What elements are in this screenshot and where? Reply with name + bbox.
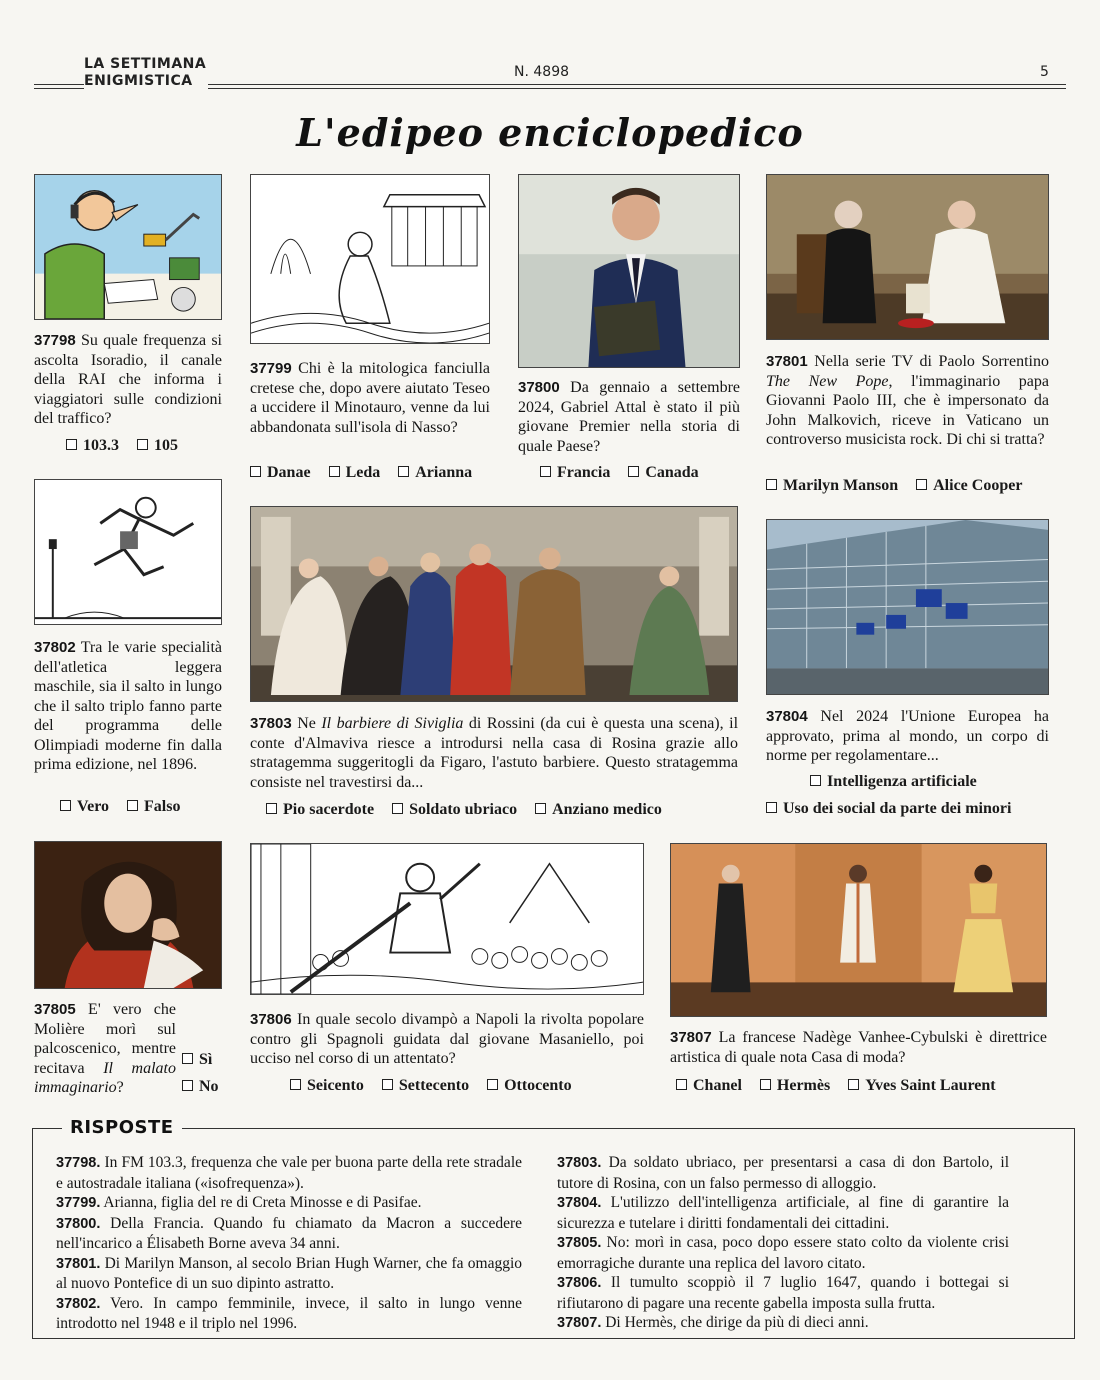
option-soldato-ubriaco[interactable]: Soldato ubriaco [392, 801, 517, 819]
option-marilyn-manson[interactable]: Marilyn Manson [766, 477, 898, 495]
answers-column-right [557, 1153, 1009, 1334]
checkbox[interactable] [182, 1053, 193, 1064]
question-number: 37800 [518, 379, 560, 396]
options-37802 [60, 798, 180, 816]
answer-37801: 37801. Di Marilyn Manson, al secolo Brian Hugh Warner, che fa omaggio al nuovo Pontefice di un suo dipinto astratto. [56, 1254, 523, 1292]
option-danae[interactable]: Danae [250, 464, 311, 482]
option-hermes[interactable]: Hermès [760, 1077, 830, 1095]
question-37807 [670, 1028, 1047, 1067]
question-number: 37803 [250, 715, 292, 732]
answer-37800: 37800. Della Francia. Quando fu chiamato da Macron a succedere nell'incarico a Élisabeth Borne aveva 34 anni. [56, 1214, 523, 1252]
question-37803 [250, 714, 738, 792]
checkbox[interactable] [60, 800, 71, 811]
checkbox[interactable] [676, 1079, 687, 1090]
checkbox[interactable] [766, 479, 777, 490]
question-37801 [766, 352, 1049, 450]
question-37802 [34, 638, 222, 775]
question-number: 37799 [250, 360, 292, 377]
drawing-long-jumper-image [34, 479, 222, 625]
option-alice-cooper[interactable]: Alice Cooper [916, 477, 1022, 495]
question-37800 [518, 378, 740, 456]
options-37799 [250, 464, 472, 482]
option-leda[interactable]: Leda [329, 464, 381, 482]
question-text: Chi è la mitologica fanciulla cretese che, dopo avere aiutato Teseo a uccidere il Minotauro, venne da lui abbandonata sull'isola di Nasso? [250, 360, 490, 436]
checkbox[interactable] [540, 466, 551, 477]
answers-title: RISPOSTE [62, 1117, 182, 1138]
checkbox[interactable] [137, 439, 148, 450]
answer-37805: 37805. No: morì in casa, poco dopo essere stato colto da violente crisi emorragiche durante una replica del lavoro citato. [557, 1234, 1009, 1272]
page-title: L'edipeo enciclopedico [296, 110, 804, 155]
photo-fashion-runway-image [670, 843, 1047, 1017]
option-intelligenza-artificiale[interactable]: Intelligenza artificiale [810, 773, 977, 791]
photo-opera-scene-image [250, 506, 738, 702]
photo-eu-building-flags-image [766, 519, 1049, 695]
question-37804 [766, 707, 1049, 766]
question-text-a: Ne [297, 715, 316, 732]
option-canada[interactable]: Canada [628, 464, 698, 482]
checkbox[interactable] [382, 1079, 393, 1090]
question-text-b: di Rossini (da cui è questa una scena), il conte d'Almaviva riesce a introdursi nella casa di Rosina grazie allo stratagemma suggeritogli da Figaro, l'astuto barbiere. Questo stratagemma consiste nel travestirsi da... [250, 715, 739, 791]
checkbox[interactable] [66, 439, 77, 450]
photo-politician-suit-image [518, 174, 740, 368]
drawing-girl-temple-image [250, 174, 490, 344]
masthead-logo [84, 56, 208, 90]
option-yves-saint-laurent[interactable]: Yves Saint Laurent [848, 1077, 995, 1095]
options-37798 [66, 437, 178, 455]
checkbox[interactable] [766, 802, 777, 813]
question-number: 37807 [670, 1029, 712, 1046]
options-37800 [540, 464, 699, 482]
question-text: La francese Nadège Vanhee-Cybulski è direttrice artistica di quale nota Casa di moda? [670, 1029, 1048, 1066]
issue-number: N. 4898 [514, 64, 570, 80]
checkbox[interactable] [916, 479, 927, 490]
checkbox[interactable] [392, 803, 403, 814]
header-rule-left-2 [34, 88, 84, 89]
option-ottocento[interactable]: Ottocento [487, 1077, 572, 1095]
option-chanel[interactable]: Chanel [676, 1077, 742, 1095]
option-francia[interactable]: Francia [540, 464, 610, 482]
answer-37802: 37802. Vero. In campo femminile, invece, il salto in lungo venne introdotto nel 1948 e il triplo nel 1996. [56, 1294, 522, 1332]
question-text: Da gennaio a settembre 2024, Gabriel Attal è stato il più giovane Premier nella storia di quale Paese? [518, 379, 740, 455]
checkbox[interactable] [398, 466, 409, 477]
header-rule-2 [208, 88, 1066, 89]
photo-tv-series-scene-image [766, 174, 1049, 340]
answer-37806: 37806. Il tumulto scoppiò il 7 luglio 1647, quando i bottegai si rifiutarono di pagare una recente gabella imposta sulla frutta. [557, 1274, 1009, 1312]
checkbox[interactable] [487, 1079, 498, 1090]
series-title: The New Pope [766, 372, 889, 390]
masthead-line2: ENIGMISTICA [84, 73, 193, 89]
header-rule [208, 84, 1066, 85]
option-no[interactable]: No [182, 1078, 219, 1096]
question-text-b: , l'immaginario papa Giovanni Paolo III, che è impersonato da John Malkovich, riceve in Vaticano un controverso musicista rock. Di chi si tratta? [766, 372, 1049, 448]
answers-column-left [56, 1153, 522, 1334]
question-number: 37802 [34, 639, 76, 656]
option-103-3[interactable]: 103.3 [66, 437, 119, 455]
checkbox[interactable] [182, 1080, 193, 1091]
question-37799 [250, 359, 490, 437]
question-text: Su quale frequenza si ascolta Isoradio, il canale della RAI che informa i viaggiatori sulle condizioni del traffico? [34, 332, 222, 427]
answer-37807: 37807. Di Hermès, che dirige da più di dieci anni. [557, 1314, 869, 1331]
checkbox[interactable] [290, 1079, 301, 1090]
question-text: Tra le varie specialità dell'atletica leggera maschile, sia il salto in lungo che il salto triplo fanno parte del programma delle Olimpiadi moderne fin dalla prima edizione, nel 1896. [34, 639, 223, 773]
answer-37799: 37799. Arianna, figlia del re di Creta Minosse e di Pasifae. [56, 1194, 422, 1211]
question-number: 37798 [34, 332, 76, 349]
question-text-a: E' vero che Molière morì sul palcoscenico, mentre recitava [34, 1001, 176, 1077]
masthead-line1: LA SETTIMANA [84, 56, 207, 72]
drawing-revolt-crowd-image [250, 843, 644, 995]
header-rule-left [34, 84, 84, 85]
option-seicento[interactable]: Seicento [290, 1077, 364, 1095]
option-arianna[interactable]: Arianna [398, 464, 472, 482]
question-text-b: ? [116, 1079, 124, 1096]
question-37806 [250, 1010, 644, 1069]
checkbox[interactable] [329, 466, 340, 477]
option-uso-social-minori[interactable]: Uso dei social da parte dei minori [766, 800, 1011, 818]
page-number: 5 [1040, 64, 1049, 80]
checkbox[interactable] [848, 1079, 859, 1090]
options-37807 [676, 1077, 996, 1095]
question-text: In quale secolo divampò a Napoli la rivolta popolare contro gli Spagnoli guidata dal giovane Masaniello, poi ucciso nel corso di un attentato? [250, 1011, 645, 1067]
question-number: 37805 [34, 1001, 76, 1018]
answer-37798: 37798. In FM 103.3, frequenza che vale per buona parte della rete stradale e autostradale italiana («isofrequenza»). [56, 1154, 523, 1192]
option-settecento[interactable]: Settecento [382, 1077, 469, 1095]
question-37798 [34, 331, 222, 429]
option-105[interactable]: 105 [137, 437, 178, 455]
question-text: Nel 2024 l'Unione Europea ha approvato, prima al mondo, un corpo di norme per regolamentare... [766, 708, 1050, 764]
checkbox[interactable] [127, 800, 138, 811]
answer-37804: 37804. L'utilizzo dell'intelligenza artificiale, al fine di garantire la sicurezza e tutelare i diritti fondamentali dei cittadini. [557, 1194, 1009, 1232]
option-si[interactable]: Sì [182, 1051, 212, 1069]
checkbox[interactable] [810, 775, 821, 786]
option-falso[interactable]: Falso [127, 798, 180, 816]
play-title: Il malato immaginario [34, 1059, 176, 1096]
options-37806 [290, 1077, 572, 1095]
checkbox[interactable] [266, 803, 277, 814]
question-number: 37801 [766, 353, 808, 370]
checkbox[interactable] [760, 1079, 771, 1090]
answer-37803: 37803. Da soldato ubriaco, per presentarsi a casa di don Bartolo, il tutore di Rosina, con un falso permesso di alloggio. [557, 1154, 1010, 1192]
checkbox[interactable] [250, 466, 261, 477]
question-text-a: Nella serie TV di Paolo Sorrentino [814, 353, 1049, 370]
cartoon-radio-host-image [34, 174, 222, 320]
opera-title: Il barbiere di Siviglia [321, 715, 464, 732]
option-anziano-medico[interactable]: Anziano medico [535, 801, 662, 819]
question-number: 37804 [766, 708, 808, 725]
options-37803 [266, 801, 662, 819]
question-number: 37806 [250, 1011, 292, 1028]
checkbox[interactable] [628, 466, 639, 477]
checkbox[interactable] [535, 803, 546, 814]
portrait-painting-image [34, 841, 222, 989]
option-pio-sacerdote[interactable]: Pio sacerdote [266, 801, 374, 819]
options-37801 [766, 477, 1022, 495]
option-vero[interactable]: Vero [60, 798, 109, 816]
